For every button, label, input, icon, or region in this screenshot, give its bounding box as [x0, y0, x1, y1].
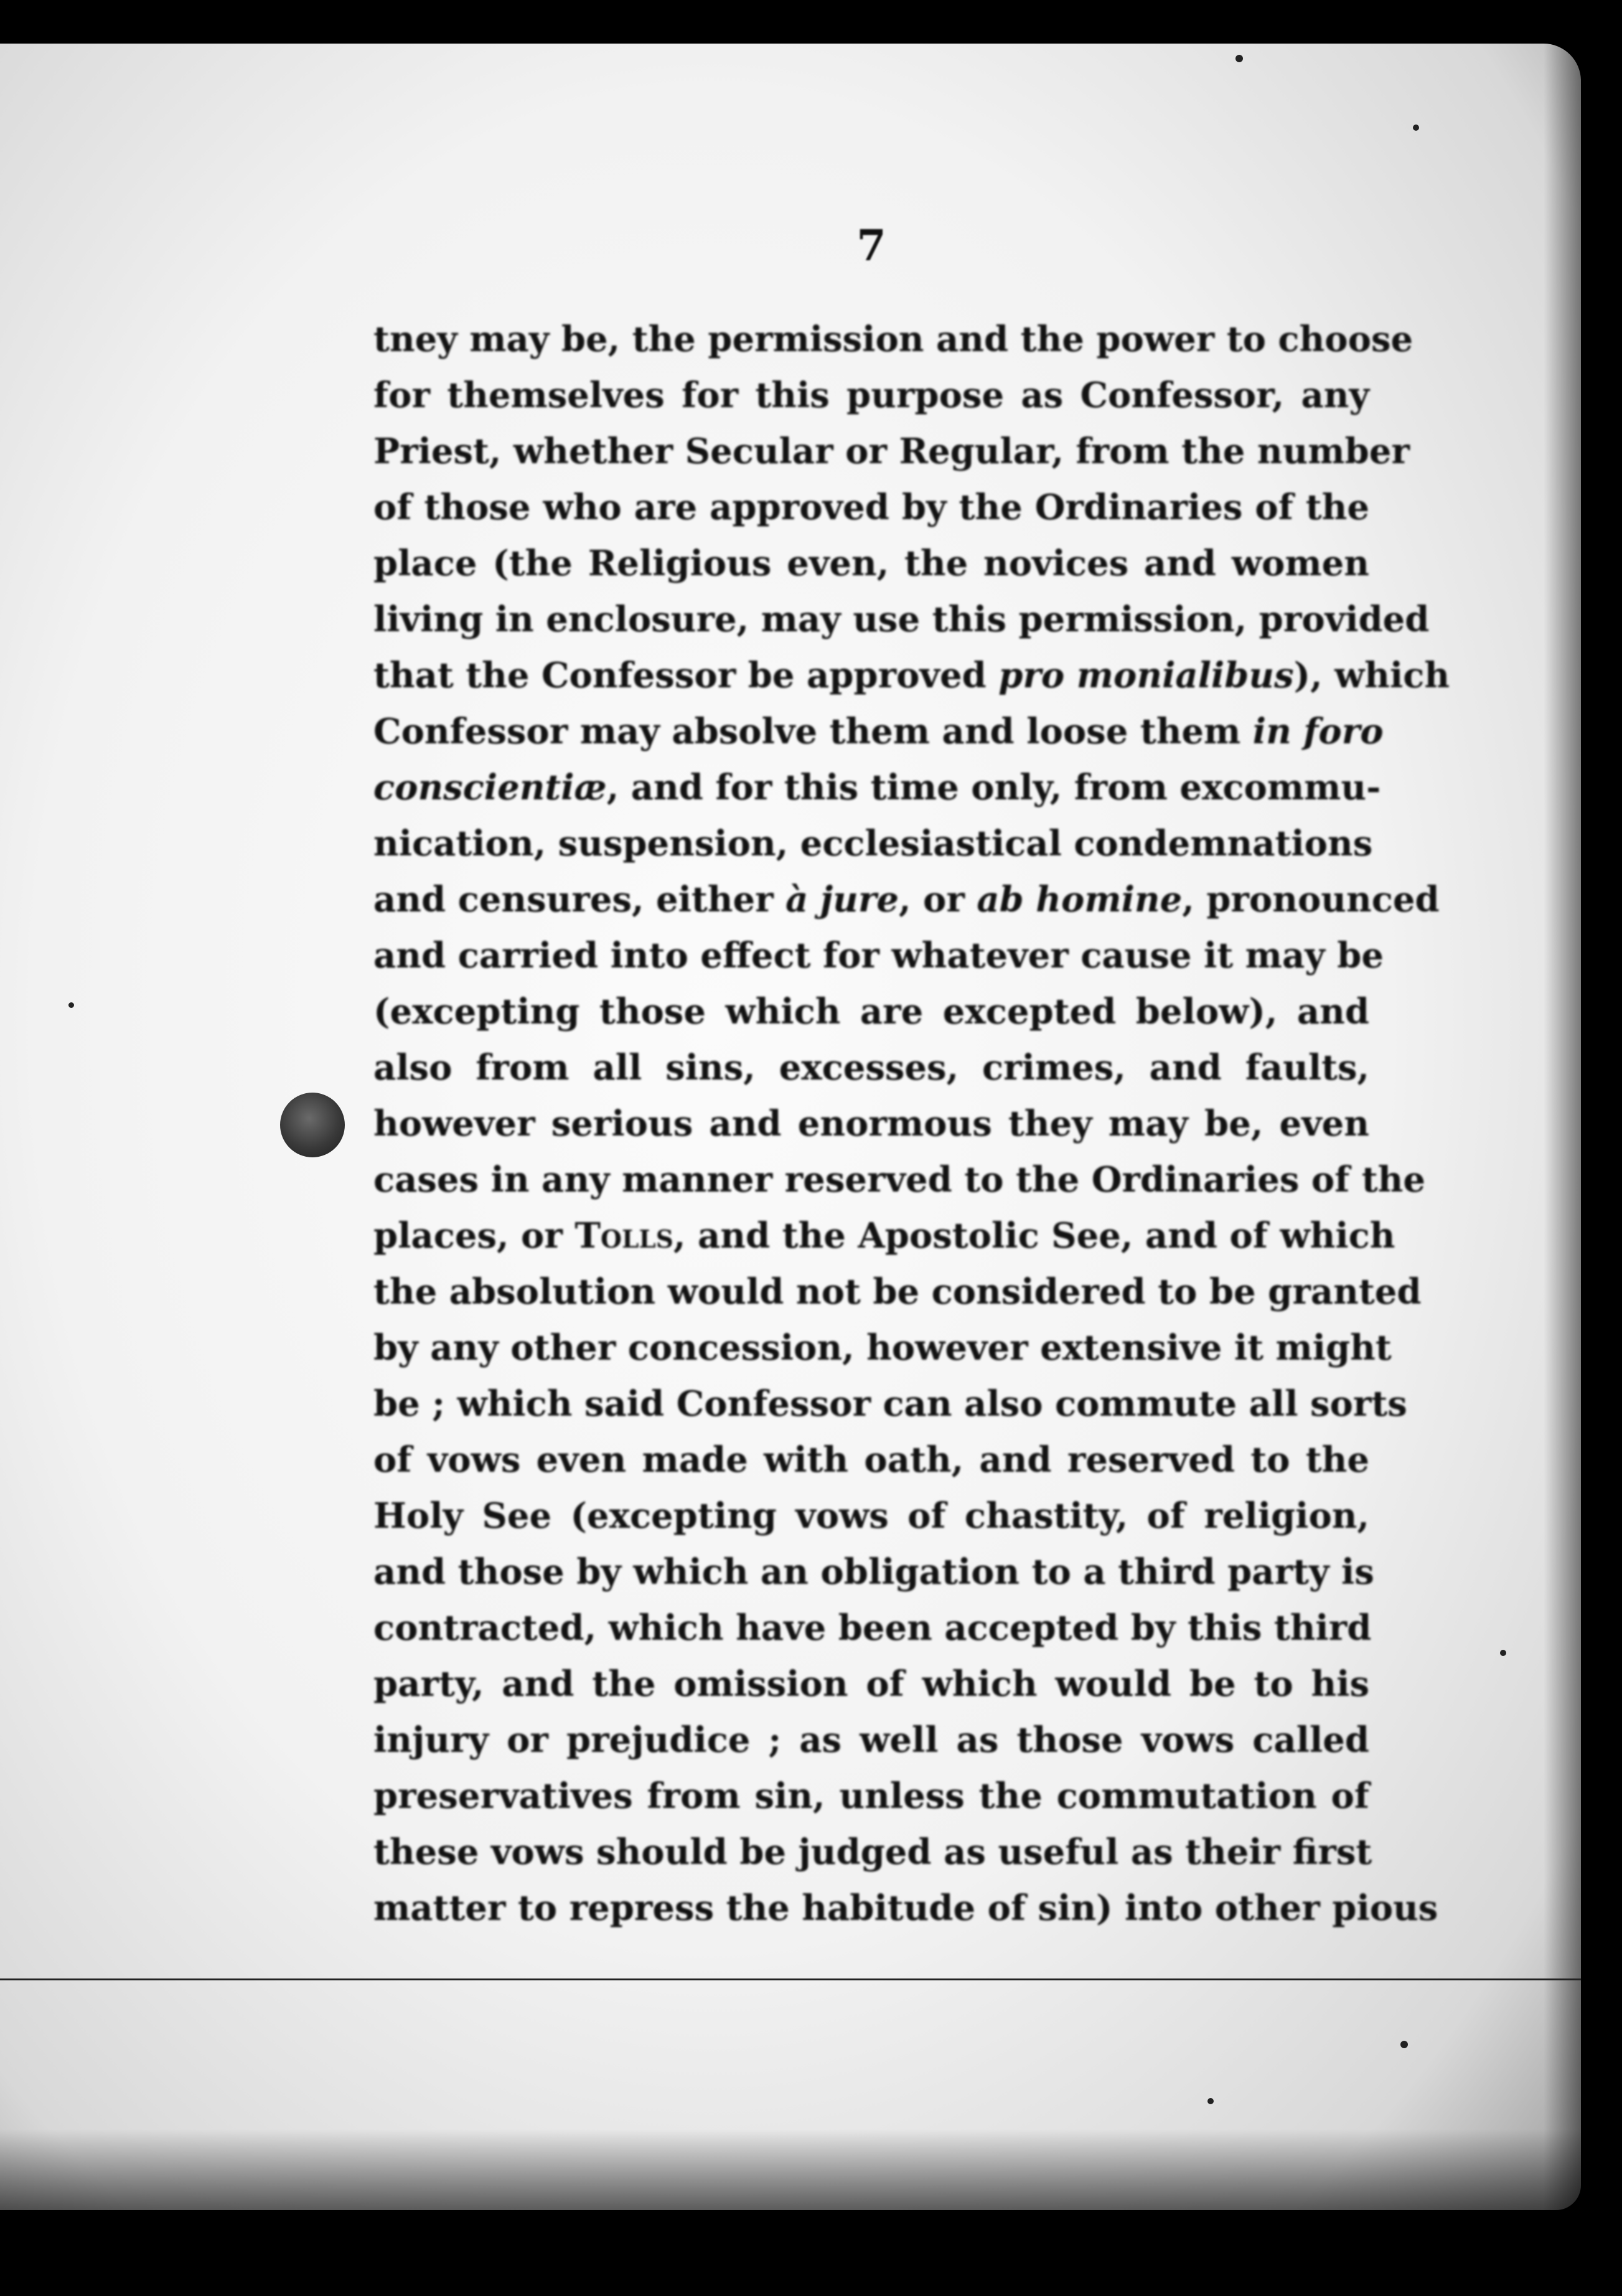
text-line — [373, 591, 1430, 647]
text-segment: , pronounced — [1182, 879, 1440, 920]
text-line — [373, 311, 1413, 367]
text-line — [373, 1040, 1369, 1096]
text-segment: also from all sins, excesses, crimes, and faults, — [373, 1047, 1369, 1088]
text-line — [373, 1880, 1438, 1936]
text-segment: for themselves for this purpose as Confessor, any — [373, 375, 1369, 416]
italic-text: ab homine — [977, 879, 1183, 920]
text-line — [373, 1432, 1369, 1488]
text-segment: (excepting those which are excepted below), and — [373, 991, 1369, 1032]
text-line — [373, 1152, 1426, 1208]
text-segment: , or — [899, 879, 977, 920]
text-segment: Priest, whether Secular or Regular, from the number — [373, 431, 1410, 472]
text-line — [373, 1488, 1369, 1544]
text-segment: that the Confessor be approved — [373, 655, 999, 696]
speck — [1207, 2098, 1214, 2104]
text-segment: Holy See (excepting vows of chastity, of religion, — [373, 1495, 1369, 1536]
text-line — [373, 1096, 1369, 1152]
text-line — [373, 1824, 1372, 1880]
text-segment: of vows even made with oath, and reserved to the — [373, 1439, 1369, 1480]
page-number: 7 — [856, 221, 886, 271]
punch-hole — [280, 1093, 345, 1157]
text-line — [373, 928, 1384, 984]
text-segment: of those who are approved by the Ordinaries of the — [373, 487, 1369, 528]
text-segment: tney may be, the permission and the power to choose — [373, 319, 1413, 360]
text-segment: by any other concession, however extensive it might — [373, 1327, 1392, 1368]
scan-artifact-line — [0, 1978, 1581, 1980]
text-line — [373, 535, 1369, 591]
text-segment: nication, suspension, ecclesiastical condemnations — [373, 823, 1373, 864]
text-segment: , and the Apostolic See, and of which — [673, 1215, 1395, 1256]
text-segment: contracted, which have been accepted by this third — [373, 1607, 1372, 1649]
small-caps-text: Tolls — [574, 1215, 673, 1256]
text-line — [373, 647, 1450, 703]
text-segment: and those by which an obligation to a third party is — [373, 1551, 1374, 1593]
italic-text: in foro — [1252, 711, 1384, 752]
text-segment: Confessor may absolve them and loose them — [373, 711, 1253, 752]
text-line — [373, 703, 1384, 760]
text-line — [373, 367, 1369, 423]
text-segment: the absolution would not be considered to be granted — [373, 1271, 1422, 1312]
speck — [1235, 55, 1243, 62]
italic-text: pro monialibus — [998, 655, 1294, 696]
text-line — [373, 1600, 1372, 1656]
italic-text: conscientiæ — [373, 767, 607, 808]
speck — [1400, 2041, 1408, 2048]
text-segment: ), which — [1293, 655, 1450, 696]
speck — [1500, 1650, 1506, 1656]
paper-edge-shadow-right — [1544, 44, 1587, 2210]
text-segment: injury or prejudice ; as well as those vows called — [373, 1720, 1369, 1761]
text-segment: places, or — [373, 1215, 575, 1256]
text-segment: cases in any manner reserved to the Ordinaries of the — [373, 1159, 1426, 1200]
text-line — [373, 816, 1373, 872]
body-text — [373, 311, 1450, 1936]
speck — [1413, 125, 1419, 131]
text-segment: preservatives from sin, unless the commutation of — [373, 1776, 1369, 1817]
text-segment: be ; which said Confessor can also commute all sorts — [373, 1383, 1407, 1424]
speck — [68, 1002, 74, 1008]
text-line — [373, 872, 1440, 928]
text-segment: party, and the omission of which would be to his — [373, 1663, 1369, 1705]
text-line — [373, 1656, 1369, 1712]
text-segment: these vows should be judged as useful as their first — [373, 1832, 1372, 1873]
text-line — [373, 423, 1410, 479]
text-line — [373, 1320, 1392, 1376]
text-segment: living in enclosure, may use this permission, provided — [373, 599, 1430, 640]
text-segment: and carried into effect for whatever cause it may be — [373, 935, 1384, 976]
text-line — [373, 1712, 1369, 1768]
text-segment: and censures, either — [373, 879, 786, 920]
text-line — [373, 1376, 1407, 1432]
text-segment: however serious and enormous they may be, even — [373, 1103, 1369, 1144]
text-line — [373, 1544, 1374, 1600]
text-line — [373, 1208, 1395, 1264]
text-segment: place (the Religious even, the novices and women — [373, 543, 1369, 584]
text-line — [373, 479, 1369, 535]
text-line — [373, 1264, 1422, 1320]
text-segment: matter to repress the habitude of sin) into other pious — [373, 1888, 1438, 1929]
paper-edge-shadow-bottom — [0, 2129, 1581, 2210]
text-line — [373, 984, 1369, 1040]
text-line — [373, 1768, 1369, 1824]
text-segment: , and for this time only, from excommu- — [606, 767, 1381, 808]
text-line — [373, 760, 1381, 816]
italic-text: à jure — [785, 879, 899, 920]
